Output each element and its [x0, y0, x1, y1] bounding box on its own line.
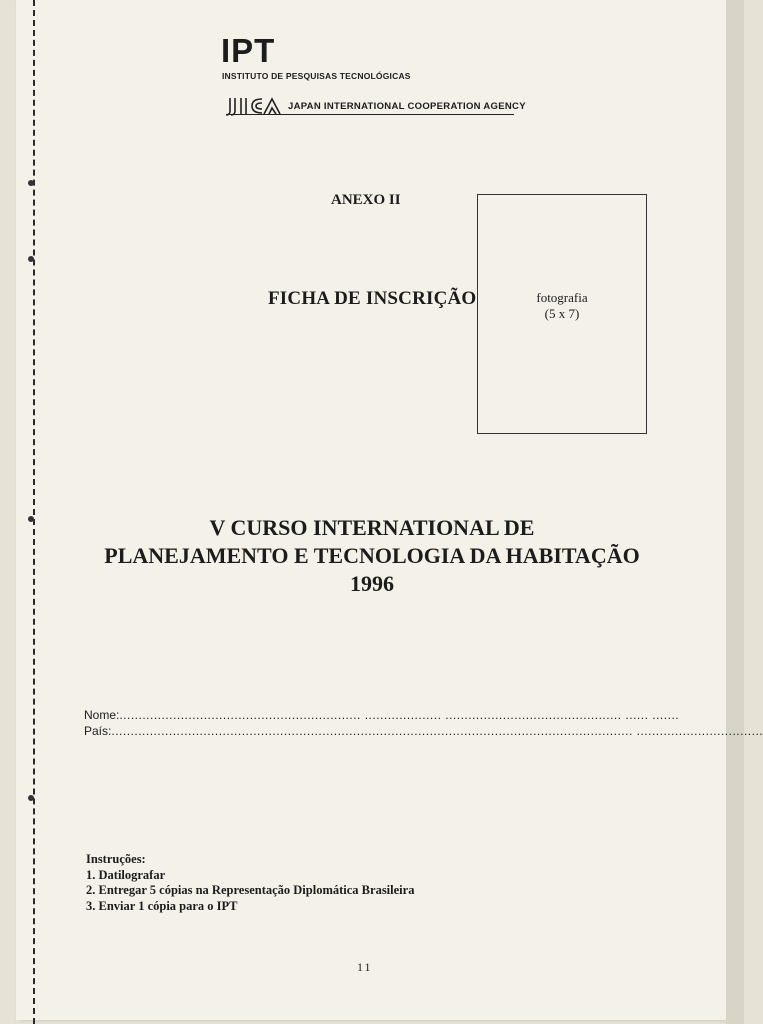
photo-label-text: fotografia: [536, 290, 588, 305]
country-field[interactable]: [84, 724, 763, 738]
instruction-item: 1. Datilografar: [86, 867, 166, 882]
punch-hole: [28, 795, 34, 801]
punch-hole: [28, 516, 34, 522]
page-edge-shadow: [726, 0, 744, 1024]
ipt-logo: IPT: [221, 32, 276, 69]
name-field[interactable]: [84, 708, 680, 722]
country-field-label: País:: [84, 724, 112, 738]
course-title-line1: V CURSO INTERNATIONAL DE: [209, 515, 535, 540]
perforation-line: [33, 0, 35, 1024]
instruction-item: 2. Entregar 5 cópias na Representação Diplomática Brasileira: [86, 883, 415, 897]
name-field-label: Nome:: [84, 708, 120, 722]
instruction-item: 3. Enviar 1 cópia para o IPT: [86, 898, 238, 913]
punch-hole: [28, 180, 34, 186]
jica-agency-name: JAPAN INTERNATIONAL COOPERATION AGENCY: [288, 101, 526, 112]
page-number: 11: [357, 960, 373, 974]
annex-label: ANEXO II: [331, 192, 401, 208]
instructions-block: [86, 852, 414, 914]
ipt-institute-name: INSTITUTO DE PESQUISAS TECNOLÓGICAS: [222, 71, 411, 81]
instructions-heading: Instruções:: [86, 852, 146, 866]
punch-hole: [28, 256, 34, 262]
country-field-dots: ........................................................................................................................................ .................................: [111, 724, 763, 738]
name-field-dots: ............................................................... .................... .............................................. ...... .......: [119, 708, 680, 722]
course-year: 1996: [350, 571, 394, 596]
photo-label: [478, 290, 646, 322]
course-title-line2: PLANEJAMENTO E TECNOLOGIA DA HABITAÇÃO: [104, 543, 640, 568]
photo-size-text: (5 x 7): [544, 306, 580, 321]
form-title: FICHA DE INSCRIÇÃO: [268, 288, 477, 309]
header-underline: [226, 114, 514, 115]
photo-placeholder-box: [477, 194, 647, 434]
